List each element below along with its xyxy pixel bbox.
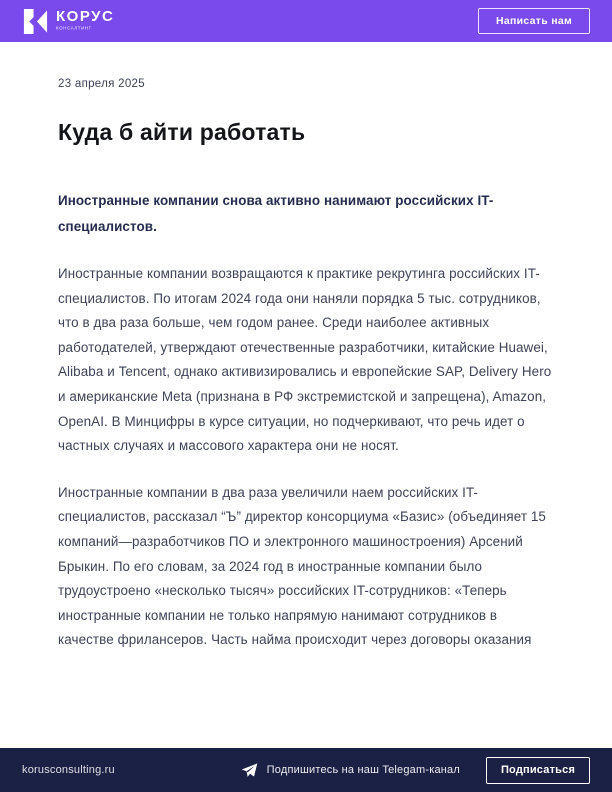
article-content — [0, 42, 612, 653]
subscribe-button[interactable]: Подписаться — [486, 757, 590, 784]
top-header-bar — [0, 0, 612, 42]
telegram-paper-plane-icon — [241, 762, 258, 779]
logo-subtitle: КОНСАЛТИНГ — [56, 24, 92, 30]
bottom-footer-bar — [0, 748, 612, 792]
site-link[interactable]: korusconsulting.ru — [22, 764, 115, 776]
article-paragraph-1: Иностранные компании возвращаются к практике рекрутинга российских IT-специалистов. По итогам 2024 года они наняли порядка 5 тыс. сотрудников, что в два раза больше, чем годом ранее. Среди наиболее активных работодателей, утверждают отечественные разработчики, китайские Huawei, Alibaba и Tencent, однако активизировались и европейские SAP, Delivery Hero и американские Meta (признана в РФ экстремистской и запрещена), Amazon, OpenAI. В Минцифры в курсе ситуации, но подчеркивают, что речь идет о частных случаях и массового характера они не носят. — [58, 266, 552, 454]
write-to-us-button[interactable]: Написать нам — [478, 8, 590, 34]
korus-logo[interactable] — [22, 8, 120, 35]
logo-name: КОРУС — [56, 7, 115, 25]
korus-logo-text — [56, 9, 120, 34]
korus-logo-icon — [22, 8, 49, 35]
article-title: Куда б айти работать — [58, 119, 306, 145]
article-paragraph-2: Иностранные компании в два раза увеличили наем российских IT-специалистов, рассказал “Ъ” директор консорциума «Базис» (объединяет 15 компаний—разработчиков ПО и электронного машиностроения) Арсений Брыкин. По его словам, за 2024 год в иностранные компании было трудоустроено «несколько тысяч» российских IT-сотрудников: «Теперь иностранные компании не только напрямую нанимают сотрудников в качестве фрилансеров. Часть найма происходит через договоры оказания — [58, 484, 546, 648]
telegram-promo — [241, 762, 460, 779]
telegram-channel-link[interactable]: Подпишитесь на наш Telegam-канал — [266, 764, 460, 776]
article-date: 23 апреля 2025 — [58, 78, 145, 90]
article-lead: Иностранные компании снова активно нанимают российских IT-специалистов. — [58, 193, 494, 234]
